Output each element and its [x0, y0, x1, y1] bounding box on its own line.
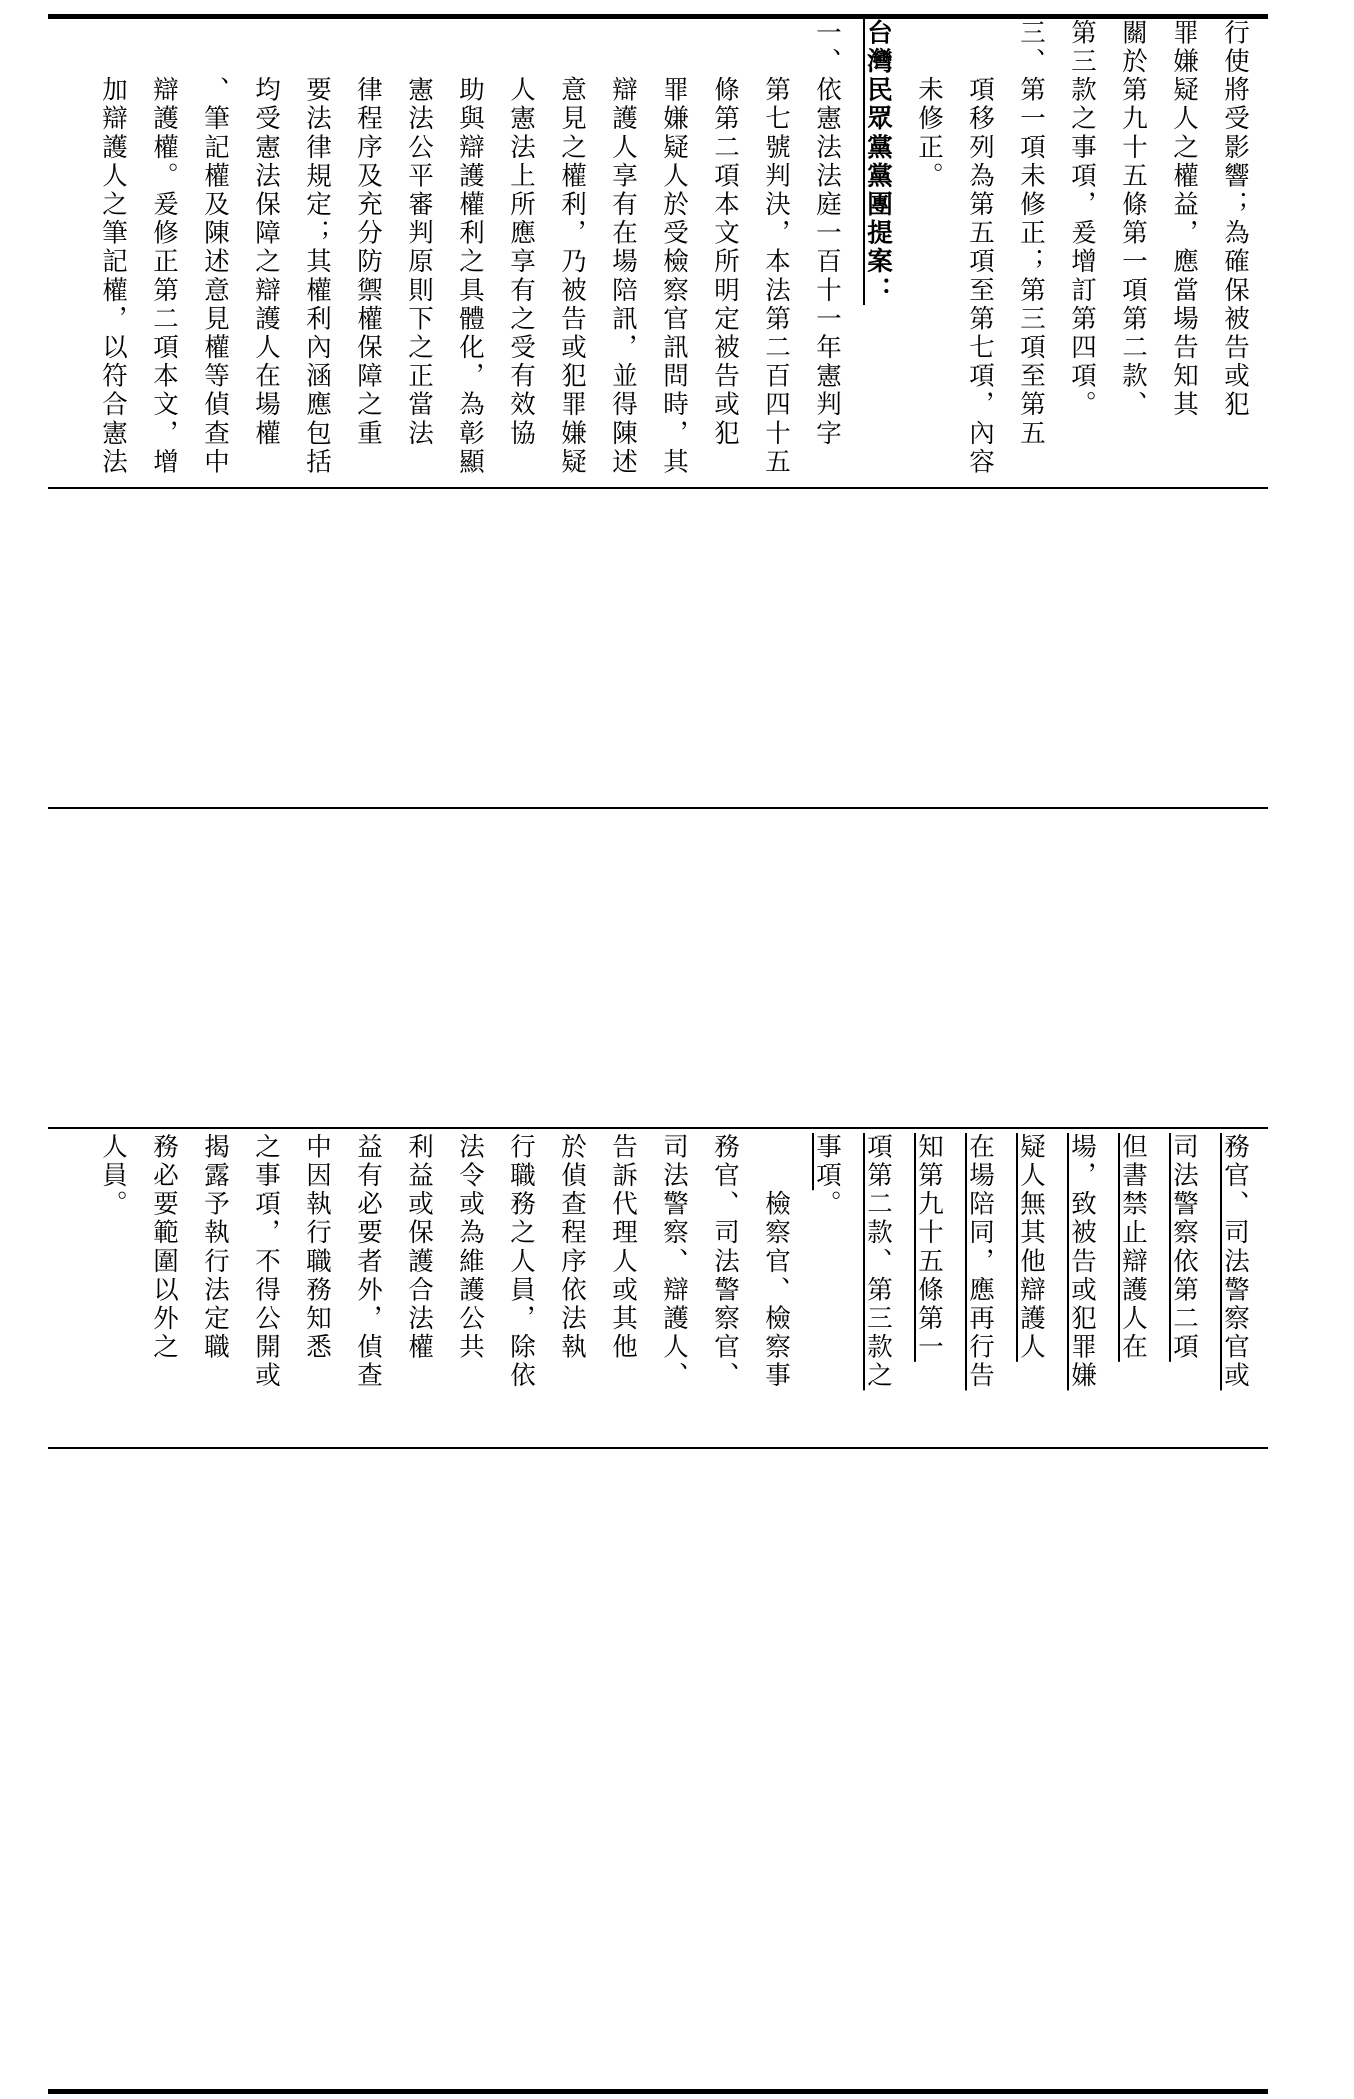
text-line: [852, 19, 903, 481]
text-line: [1107, 19, 1158, 481]
text-segment: 但書禁止辯護人在: [1118, 1133, 1148, 1362]
text-line: [87, 1133, 138, 1443]
text-line: [699, 1133, 750, 1443]
text-line: [1158, 19, 1209, 481]
text-segment: 辯護人享有在場陪訊，並得陳述: [608, 19, 638, 477]
text-line: [1005, 1133, 1056, 1443]
text-line: [648, 19, 699, 481]
text-segment: 法令或為維護公共: [455, 1133, 485, 1362]
text-segment: 三、第一項未修正；第三項至第五: [1016, 19, 1046, 448]
text-segment: 疑人無其他辯護人: [1016, 1133, 1046, 1362]
text-line: [342, 1133, 393, 1443]
text-segment: 務官、司法警察官、: [710, 1133, 740, 1391]
text-segment: 務必要範圍以外之: [149, 1133, 179, 1362]
text-line: [393, 1133, 444, 1443]
text-segment: 司法警察依第二項: [1169, 1133, 1199, 1362]
text-line: [903, 1133, 954, 1443]
text-line: [801, 19, 852, 481]
text-line: [1107, 1133, 1158, 1443]
text-segment: 加辯護人之筆記權，以符合憲法: [98, 19, 128, 477]
text-line: [291, 1133, 342, 1443]
text-line: [240, 1133, 291, 1443]
text-line: [342, 19, 393, 481]
text-line: [138, 19, 189, 481]
text-segment: 告訴代理人或其他: [608, 1133, 638, 1362]
text-line: [954, 19, 1005, 481]
text-segment: 益有必要者外，偵查: [353, 1133, 383, 1391]
text-line: [597, 19, 648, 481]
text-segment: 未修正。: [914, 19, 944, 191]
text-line: [189, 1133, 240, 1443]
text-line: [750, 19, 801, 481]
text-line: [393, 19, 444, 481]
text-line: [1005, 19, 1056, 481]
text-segment: 罪嫌疑人於受檢察官訊問時，其: [659, 19, 689, 477]
text-segment: 行職務之人員，除依: [506, 1133, 536, 1391]
text-segment: 人憲法上所應享有之受有效協: [506, 19, 536, 448]
table-row-5: [48, 1449, 1268, 2089]
text-segment: 中因執行職務知悉: [302, 1133, 332, 1362]
text-segment: 務官、司法警察官或: [1220, 1133, 1250, 1391]
text-segment: 關於第九十五條第一項第二款、: [1118, 19, 1148, 420]
text-line: [750, 1133, 801, 1443]
text-segment: 場，致被告或犯罪嫌: [1067, 1133, 1097, 1391]
text-line: [444, 1133, 495, 1443]
text-segment: 利益或保護合法權: [404, 1133, 434, 1362]
text-segment: 司法警察、辯護人、: [659, 1133, 689, 1391]
text-segment: 於偵查程序依法執: [557, 1133, 587, 1362]
text-line: [699, 19, 750, 481]
text-line: [240, 19, 291, 481]
text-line: [546, 19, 597, 481]
text-segment: 項第二款、第三款之: [863, 1133, 893, 1391]
text-line: [801, 1133, 852, 1443]
text-line: [1209, 1133, 1260, 1443]
text-segment: 意見之權利，乃被告或犯罪嫌疑: [557, 19, 587, 477]
text-segment: 、筆記權及陳述意見權等偵查中: [200, 19, 230, 477]
text-line: [1056, 1133, 1107, 1443]
table-row-1: [48, 19, 1268, 487]
text-segment: 第七號判決，本法第二百四十五: [761, 19, 791, 477]
text-line: [444, 19, 495, 481]
text-segment: 一、依憲法法庭一百十一年憲判字: [812, 19, 842, 448]
text-segment: 人員。: [98, 1133, 128, 1219]
text-line: [1209, 19, 1260, 481]
text-line: [903, 19, 954, 481]
column-text-block: [87, 1133, 1260, 1443]
text-line: [954, 1133, 1005, 1443]
text-segment: 揭露予執行法定職: [200, 1133, 230, 1362]
text-segment: 助與辯護權利之具體化，為彰顯: [455, 19, 485, 477]
text-line: [546, 1133, 597, 1443]
text-segment: 在場陪同，應再行告: [965, 1133, 995, 1391]
table-bottom-rule: [48, 2089, 1268, 2094]
table-row-3: [48, 809, 1268, 1127]
text-segment: 要法律規定；其權利內涵應包括: [302, 19, 332, 477]
text-segment: 事項: [812, 1133, 842, 1191]
text-line: [87, 19, 138, 481]
text-line: [495, 1133, 546, 1443]
text-segment: 之事項，不得公開或: [251, 1133, 281, 1391]
text-segment: 台灣民眾黨黨團提案：: [863, 19, 893, 305]
text-segment: 罪嫌疑人之權益，應當場告知其: [1169, 19, 1199, 420]
text-line: [138, 1133, 189, 1443]
text-segment: 檢察官、檢察事: [761, 1133, 791, 1391]
table-row-4: [48, 1129, 1268, 1447]
text-segment: 。: [812, 1190, 842, 1219]
text-line: [597, 1133, 648, 1443]
text-segment: 知第九十五條第一: [914, 1133, 944, 1362]
text-line: [291, 19, 342, 481]
text-line: [1158, 1133, 1209, 1443]
text-line: [1056, 19, 1107, 481]
column-text-block: [87, 19, 1260, 481]
text-segment: 憲法公平審判原則下之正當法: [404, 19, 434, 448]
text-segment: 辯護權。爰修正第二項本文，增: [149, 19, 179, 477]
table-row-2: [48, 489, 1268, 807]
text-line: [189, 19, 240, 481]
text-line: [852, 1133, 903, 1443]
text-segment: 均受憲法保障之辯護人在場權: [251, 19, 281, 448]
text-line: [648, 1133, 699, 1443]
text-segment: 第三款之事項，爰增訂第四項。: [1067, 19, 1097, 420]
text-segment: 項移列為第五項至第七項，內容: [965, 19, 995, 477]
text-segment: 律程序及充分防禦權保障之重: [353, 19, 383, 448]
text-segment: 條第二項本文所明定被告或犯: [710, 19, 740, 448]
text-segment: 行使將受影響；為確保被告或犯: [1220, 19, 1250, 420]
text-line: [495, 19, 546, 481]
